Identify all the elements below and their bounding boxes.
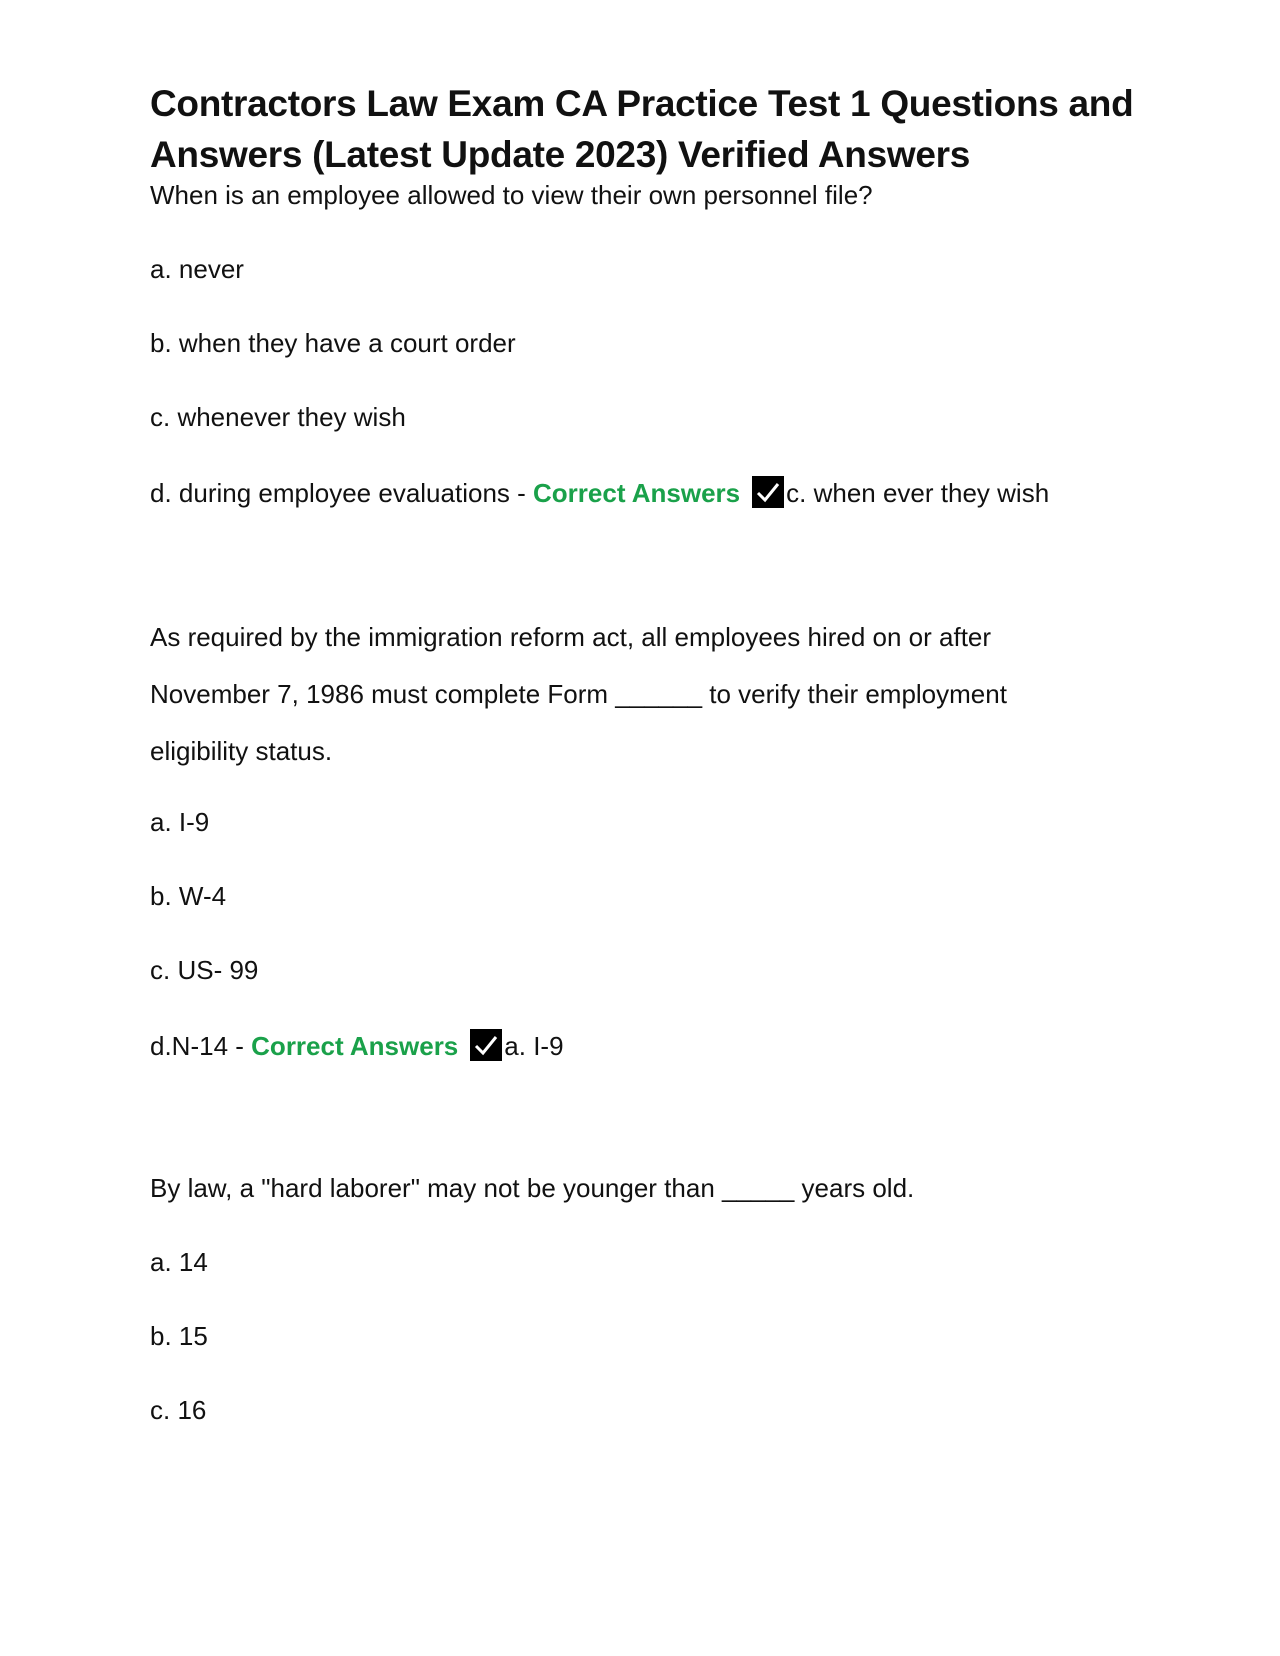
- question-1: [150, 180, 1150, 508]
- question-2-answer: a. I-9: [504, 1031, 564, 1061]
- check-icon: [470, 1029, 502, 1061]
- question-1-prompt: When is an employee allowed to view their own personnel file?: [150, 180, 873, 210]
- document-title: [150, 78, 1150, 180]
- question-2-option-d-answer: [150, 1029, 1150, 1061]
- question-3-option-c: c. 16: [150, 1395, 207, 1425]
- question-1-option-d: d. during employee evaluations -: [150, 478, 534, 508]
- question-1-option-c: c. whenever they wish: [150, 402, 406, 432]
- correct-answers-label: Correct Answers: [251, 1031, 459, 1061]
- question-2-option-a: a. I-9: [150, 807, 210, 837]
- question-3-prompt: By law, a "hard laborer" may not be younger than _____ years old.: [150, 1173, 915, 1203]
- correct-answers-label: Correct Answers: [533, 478, 741, 508]
- question-1-option-d-answer: [150, 476, 1150, 508]
- question-3-option-a: a. 14: [150, 1247, 208, 1277]
- question-2-option-c: c. US- 99: [150, 955, 259, 985]
- document-page: [150, 78, 1150, 1425]
- question-2: [150, 609, 1150, 1061]
- question-2-option-d: d.N-14 -: [150, 1031, 252, 1061]
- question-1-answer: c. when ever they wish: [786, 478, 1050, 508]
- question-2-option-b: b. W-4: [150, 881, 227, 911]
- question-1-option-a: a. never: [150, 254, 244, 284]
- question-2-prompt: [150, 609, 1150, 780]
- question-3-option-b: b. 15: [150, 1321, 208, 1351]
- question-2-prompt-line-1: As required by the immigration reform act, all employees hired on or after: [150, 622, 992, 652]
- question-3: [150, 1173, 1150, 1425]
- question-1-option-b: b. when they have a court order: [150, 328, 516, 358]
- check-icon: [752, 476, 784, 508]
- title-line-1: Contractors Law Exam CA Practice Test 1 Questions and: [150, 83, 1134, 124]
- question-2-prompt-line-3: eligibility status.: [150, 736, 333, 766]
- title-line-2: Answers (Latest Update 2023) Verified Answers: [150, 134, 970, 175]
- question-2-prompt-line-2: November 7, 1986 must complete Form ______ to verify their employment: [150, 679, 1007, 709]
